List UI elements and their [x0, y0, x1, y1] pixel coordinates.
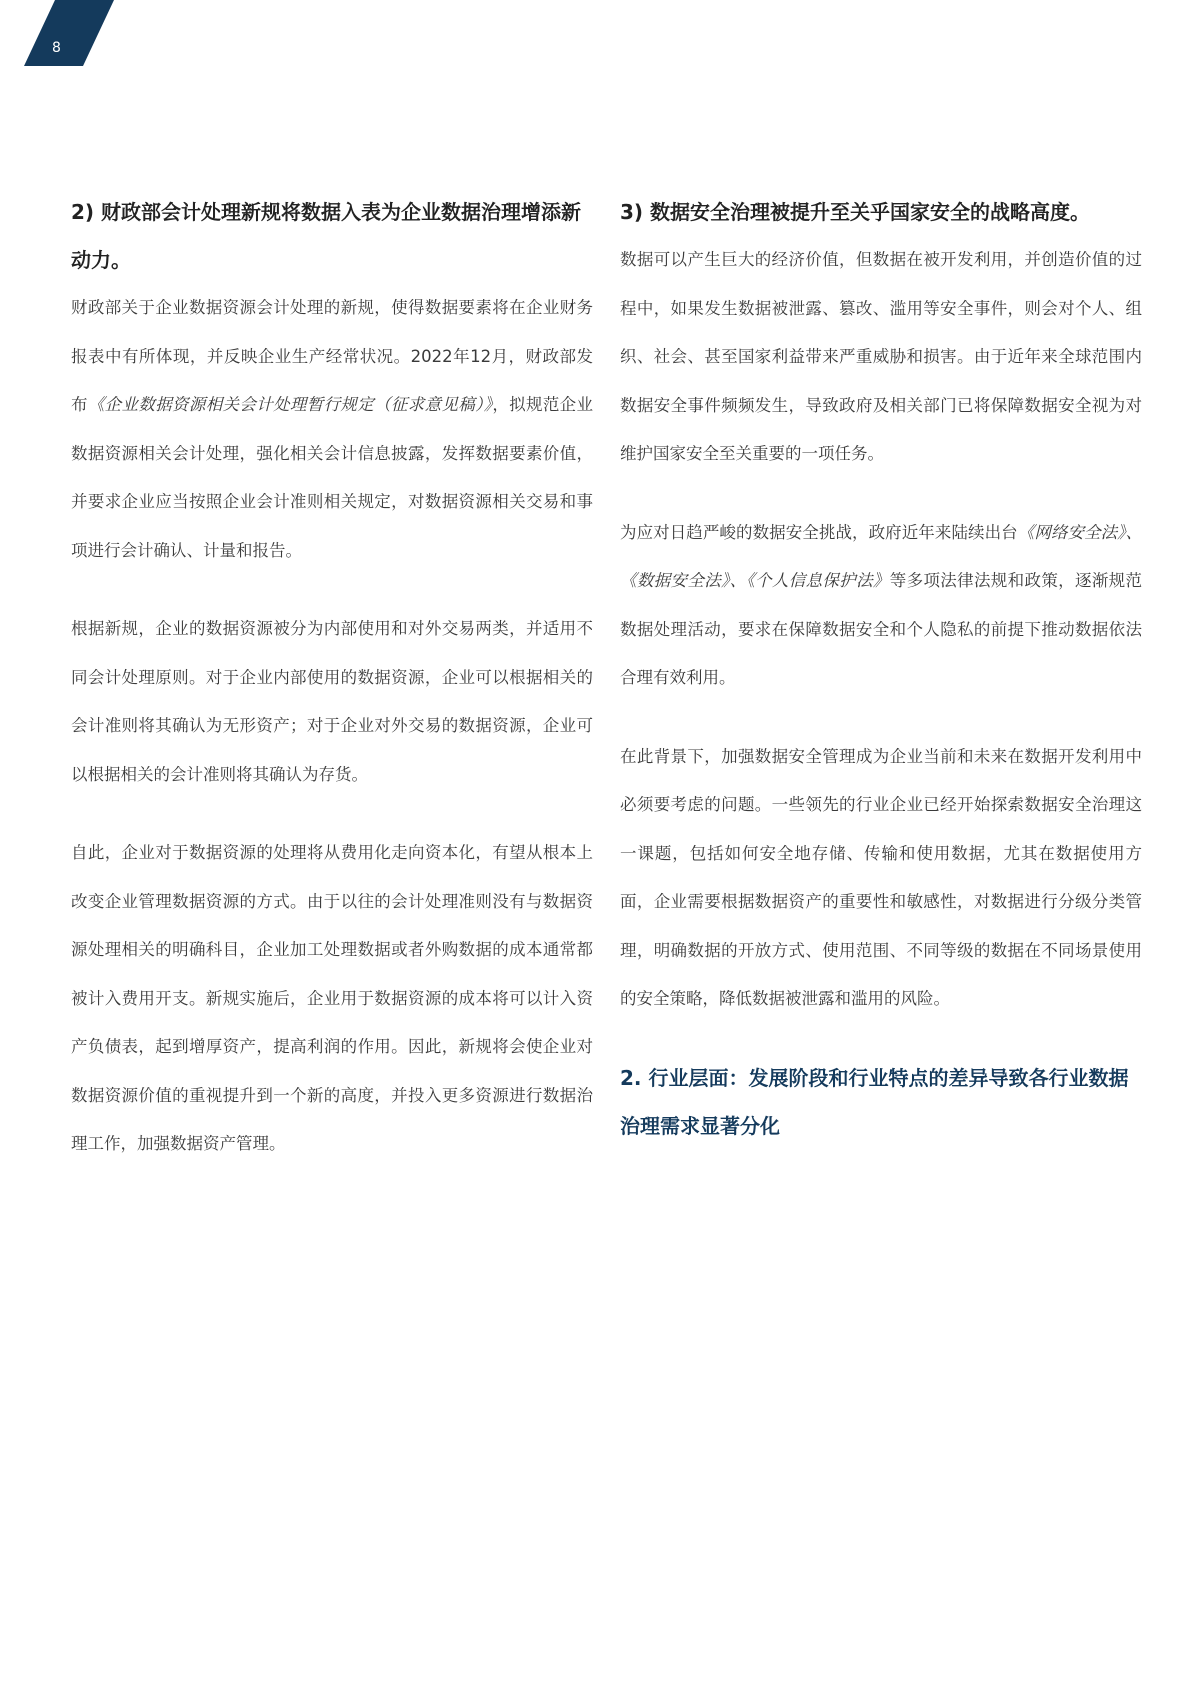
paragraph-capitalization: 自此，企业对于数据资源的处理将从费用化走向资本化，有望从根本上改变企业管理数据资源的方式。由于以往的会计处理准则没有与数据资源处理相关的明确科目，企业加工处理数据或者外购数据的成本通常都被计入费用开支。新规实施后，企业用于数据资源的成本将可以计入资产负债表，起到增厚资产，提高利润的作用。因此，新规将会使企业对数据资源价值的重视提升到一个新的高度，并投入更多资源进行数据治理工作，加强数据资产管理。 — [71, 843, 593, 1153]
subsection-heading-accounting: 2) 财政部会计处理新规将数据入表为企业数据治理增添新动力。 — [71, 200, 582, 272]
paragraph-data-classification: 根据新规，企业的数据资源被分为内部使用和对外交易两类，并适用不同会计处理原则。对于企业内部使用的数据资源，企业可以根据相关的会计准则将其确认为无形资产；对于企业对外交易的数据资源，企业可以根据相关的会计准则将其确认为存货。 — [71, 619, 593, 784]
left-column — [71, 188, 593, 1169]
section-heading-industry-level: 2. 行业层面：发展阶段和行业特点的差异导致各行业数据治理需求显著分化 — [620, 1065, 1129, 1138]
paragraph-security-value: 数据可以产生巨大的经济价值，但数据在被开发利用，并创造价值的过程中，如果发生数据被泄露、篡改、滥用等安全事件，则会对个人、组织、社会、甚至国家利益带来严重威胁和损害。由于近年来全球范围内数据安全事件频频发生，导致政府及相关部门已将保障数据安全视为对维护国家安全至关重要的一项任务。 — [620, 250, 1142, 463]
paragraph-text: 财政部关于企业数据资源会计处理的新规，使得数据要素将在企业财务报表中有所体现，并反映企业生产经常状况。2022年12月，财政部发布 — [71, 298, 593, 414]
paragraph-security-management: 在此背景下，加强数据安全管理成为企业当前和未来在数据开发利用中必须要考虑的问题。一些领先的行业企业已经开始探索数据安全治理这一课题，包括如何安全地存储、传输和使用数据，尤其在数据使用方面，企业需要根据数据资产的重要性和敏感性，对数据进行分级分类管理，明确数据的开放方式、使用范围、不同等级的数据在不同场景使用的安全策略，降低数据被泄露和滥用的风险。 — [620, 746, 1142, 1008]
page-number-tab — [24, 0, 114, 66]
paragraph-text: 为应对日趋严峻的数据安全挑战，政府近年来陆续出台 — [620, 522, 1018, 542]
paragraph-text: 等多项法律法规和政策，逐渐规范数据处理活动，要求在保障数据安全和个人隐私的前提下推动数据依法合理有效利用。 — [620, 571, 1143, 687]
right-column — [620, 188, 1142, 1150]
page-number: 8 — [52, 40, 61, 56]
paragraph-text: ，拟规范企业数据资源相关会计处理，强化相关会计信息披露，发挥数据要素价值，并要求企业应当按照企业会计准则相关规定，对数据资源相关交易和事项进行会计确认、计量和报告。 — [71, 395, 594, 560]
paragraph-security-laws — [620, 509, 1142, 703]
document-title-reference: 《企业数据资源相关会计处理暂行规定（征求意见稿）》 — [87, 395, 493, 414]
paragraph-accounting-rules — [71, 284, 593, 575]
law-title-references: 《网络安全法》、《数据安全法》、《个人信息保护法》 — [620, 522, 1143, 590]
subsection-heading-security: 3) 数据安全治理被提升至关乎国家安全的战略高度。 — [620, 200, 1091, 224]
